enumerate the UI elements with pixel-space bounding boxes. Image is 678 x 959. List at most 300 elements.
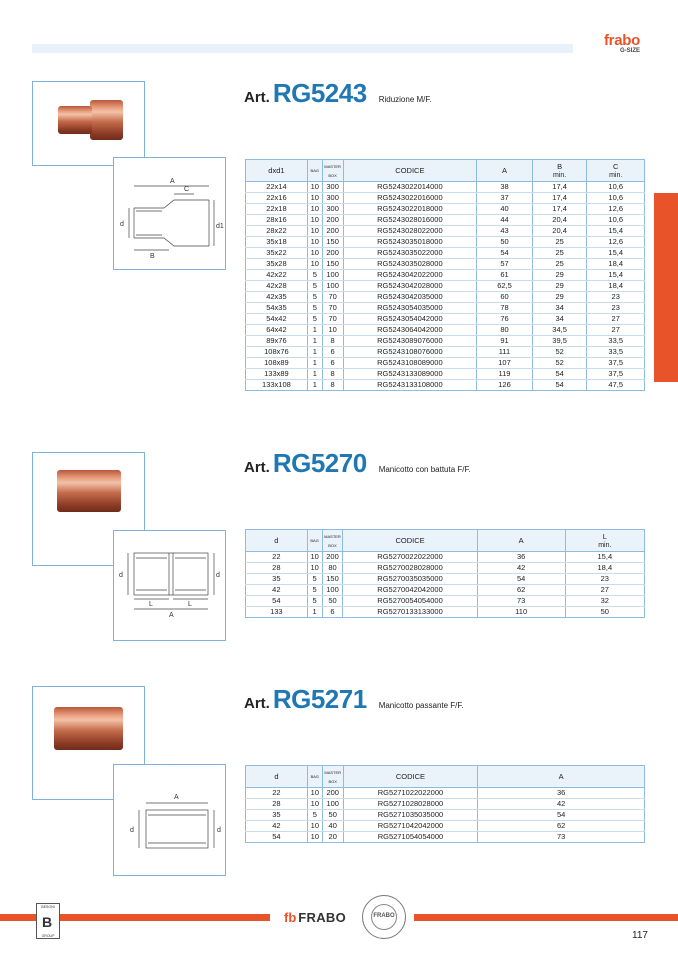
table-cell: 52 — [532, 347, 587, 358]
col-header-c — [587, 160, 645, 182]
table-cell: 54x35 — [246, 303, 308, 314]
reducer-photo-large-end — [90, 100, 123, 140]
table-cell: 12,6 — [587, 204, 645, 215]
coupling-drawing — [114, 531, 225, 640]
col-header-bag: BAG — [307, 530, 322, 552]
table-cell: 5 — [307, 596, 322, 607]
table-cell: 15,4 — [565, 552, 644, 563]
table-cell: 36 — [477, 552, 565, 563]
col-header-a: A — [477, 530, 565, 552]
table-cell: RG5271022022000 — [343, 788, 478, 799]
table-cell: 10 — [307, 226, 322, 237]
table-cell: RG5270042042000 — [343, 585, 477, 596]
table-cell: RG5243022014000 — [343, 182, 477, 193]
table-cell: 5 — [307, 585, 322, 596]
table-cell: 133x108 — [246, 380, 308, 391]
table-cell: 80 — [477, 325, 533, 336]
table-cell: 5 — [307, 270, 322, 281]
group-logo-bottom: GROUP — [41, 934, 55, 938]
reducer-photo-small-end — [58, 106, 92, 134]
table-cell: 200 — [322, 226, 343, 237]
table-cell: 54 — [477, 574, 565, 585]
col-header-a: A — [477, 160, 533, 182]
table-cell: 78 — [477, 303, 533, 314]
technical-drawing-rg5270 — [113, 530, 226, 641]
table-cell: 133x89 — [246, 369, 308, 380]
table-cell: 10 — [307, 552, 322, 563]
col-header-b-min: min. — [552, 171, 567, 179]
table-cell: RG5243054042000 — [343, 314, 477, 325]
table-cell: RG5243133089000 — [343, 369, 477, 380]
table-cell: 35x22 — [246, 248, 308, 259]
table-cell: 1 — [307, 380, 322, 391]
col-header-c-label: C — [613, 161, 619, 171]
table-cell: RG5243035028000 — [343, 259, 477, 270]
table-cell: 89x76 — [246, 336, 308, 347]
table-cell: 70 — [322, 292, 343, 303]
table-cell: RG5270028028000 — [343, 563, 477, 574]
table-cell: RG5271028028000 — [343, 799, 478, 810]
frabo-name: FRABO — [298, 910, 346, 925]
table-cell: 80 — [322, 563, 343, 574]
table-cell: 100 — [322, 270, 343, 281]
product-title-rg5243 — [244, 78, 432, 109]
table-row — [246, 596, 645, 607]
table-cell: 36 — [478, 788, 645, 799]
table-cell: 133 — [246, 607, 308, 618]
frabo-mark: fb — [284, 910, 297, 925]
table-cell: 200 — [322, 248, 343, 259]
product-photo-rg5243 — [32, 81, 145, 166]
dim-label-d-left: d — [130, 827, 134, 834]
table-cell: 27 — [587, 314, 645, 325]
table-cell: 40 — [477, 204, 533, 215]
table-cell: RG5243108076000 — [343, 347, 477, 358]
dim-label-l-left: L — [149, 601, 153, 608]
article-description: Manicotto passante F/F. — [378, 701, 464, 710]
table-cell: 37 — [477, 193, 533, 204]
table-cell: 15,4 — [587, 270, 645, 281]
group-logo-letter: B — [42, 914, 53, 930]
dim-label-d-right: d — [216, 572, 220, 579]
table-cell: 150 — [322, 237, 343, 248]
table-cell: RG5270022022000 — [343, 552, 477, 563]
page-number: 117 — [632, 930, 648, 941]
table-row — [246, 259, 645, 270]
table-cell: 6 — [322, 347, 343, 358]
table-cell: 50 — [477, 237, 533, 248]
table-row — [246, 799, 645, 810]
table-cell: 42x35 — [246, 292, 308, 303]
passthrough-coupling-photo — [54, 707, 123, 750]
table-cell: 42 — [246, 821, 308, 832]
table-row — [246, 585, 645, 596]
table-cell: 10 — [307, 563, 322, 574]
table-cell: 10,6 — [587, 215, 645, 226]
col-header-codice: CODICE — [343, 766, 478, 788]
table-row — [246, 336, 645, 347]
table-cell: 10 — [307, 204, 322, 215]
table-cell: RG5243133108000 — [343, 380, 477, 391]
table-cell: 76 — [477, 314, 533, 325]
footer-band-right — [414, 914, 678, 921]
table-cell: 54 — [532, 369, 587, 380]
table-cell: 35 — [246, 574, 308, 585]
table-cell: RG5243028016000 — [343, 215, 477, 226]
table-cell: 1 — [307, 358, 322, 369]
table-cell: 42x22 — [246, 270, 308, 281]
table-cell: 8 — [322, 369, 343, 380]
table-cell: 54 — [477, 248, 533, 259]
table-row — [246, 281, 645, 292]
col-header-c-min: min. — [609, 171, 623, 179]
table-cell: 23 — [587, 303, 645, 314]
table-cell: 150 — [322, 259, 343, 270]
article-code: RG5270 — [272, 448, 367, 478]
article-code: RG5271 — [272, 684, 367, 714]
table-cell: 43 — [477, 226, 533, 237]
dim-label-a: A — [174, 794, 179, 801]
table-cell: RG5270054054000 — [343, 596, 477, 607]
col-header-size: d — [246, 530, 308, 552]
table-cell: 22 — [246, 788, 308, 799]
table-cell: 37,5 — [587, 369, 645, 380]
table-cell: 27 — [565, 585, 644, 596]
table-cell: 126 — [477, 380, 533, 391]
table-row — [246, 314, 645, 325]
table-cell: RG5270035035000 — [343, 574, 477, 585]
col-header-codice: CODICE — [343, 530, 477, 552]
header-band — [32, 44, 573, 53]
table-row — [246, 215, 645, 226]
table-row — [246, 226, 645, 237]
dim-label-a: A — [169, 612, 174, 619]
table-cell: 27 — [587, 325, 645, 336]
dim-label-d: d — [120, 221, 124, 228]
table-row — [246, 563, 645, 574]
table-cell: 29 — [532, 270, 587, 281]
table-cell: 1 — [307, 607, 322, 618]
table-cell: 22x14 — [246, 182, 308, 193]
table-cell: 1 — [307, 336, 322, 347]
table-cell: RG5243035022000 — [343, 248, 477, 259]
col-header-codice: CODICE — [343, 160, 477, 182]
art-prefix: Art. — [244, 695, 270, 712]
table-cell: 10 — [307, 259, 322, 270]
table-cell: 57 — [477, 259, 533, 270]
dim-label-d-left: d — [119, 572, 123, 579]
table-cell: 119 — [477, 369, 533, 380]
reducer-drawing — [114, 158, 225, 269]
dim-label-c: C — [184, 186, 190, 193]
table-cell: 29 — [532, 292, 587, 303]
table-cell: 61 — [477, 270, 533, 281]
table-cell: 50 — [322, 596, 343, 607]
table-cell: 200 — [322, 215, 343, 226]
table-cell: 35x18 — [246, 237, 308, 248]
table-cell: 10 — [307, 237, 322, 248]
table-row — [246, 292, 645, 303]
col-header-bag: BAG — [307, 160, 322, 182]
col-header-size: dxd1 — [246, 160, 308, 182]
table-cell: 107 — [477, 358, 533, 369]
technical-drawing-rg5243 — [113, 157, 226, 270]
table-cell: RG5243042022000 — [343, 270, 477, 281]
table-cell: 54 — [532, 380, 587, 391]
table-cell: RG5270133133000 — [343, 607, 477, 618]
table-cell: 39,5 — [532, 336, 587, 347]
table-cell: RG5243022018000 — [343, 204, 477, 215]
table-cell: 25 — [532, 248, 587, 259]
table-cell: 100 — [322, 799, 343, 810]
table-cell: 34,5 — [532, 325, 587, 336]
besoni-group-logo — [36, 903, 60, 939]
col-header-a: A — [478, 766, 645, 788]
table-cell: 42 — [246, 585, 308, 596]
table-cell: RG5243028022000 — [343, 226, 477, 237]
table-cell: 100 — [322, 585, 343, 596]
dim-label-l-right: L — [188, 601, 192, 608]
table-cell: 17,4 — [532, 204, 587, 215]
table-row — [246, 552, 645, 563]
table-cell: 22 — [246, 552, 308, 563]
table-row — [246, 193, 645, 204]
table-cell: 28x16 — [246, 215, 308, 226]
frabo-logo — [588, 34, 640, 55]
table-row — [246, 303, 645, 314]
table-cell: RG5271035035000 — [343, 810, 478, 821]
product-title-rg5270 — [244, 448, 471, 479]
table-row — [246, 358, 645, 369]
table-cell: RG5243054035000 — [343, 303, 477, 314]
table-cell: 5 — [307, 810, 322, 821]
dim-label-d1: d1 — [216, 223, 224, 230]
col-header-master-box: MASTER BOX — [322, 530, 343, 552]
table-row — [246, 574, 645, 585]
table-row — [246, 248, 645, 259]
table-cell: 10 — [307, 193, 322, 204]
table-row — [246, 237, 645, 248]
table-cell: 20,4 — [532, 226, 587, 237]
table-cell: 33,5 — [587, 347, 645, 358]
table-cell: 23 — [587, 292, 645, 303]
table-row — [246, 182, 645, 193]
table-cell: 200 — [322, 788, 343, 799]
col-header-l-label: L — [602, 531, 607, 541]
table-cell: 100 — [322, 281, 343, 292]
dim-label-d-right: d — [217, 827, 221, 834]
table-cell: 50 — [322, 810, 343, 821]
table-cell: 18,4 — [565, 563, 644, 574]
brand-name: frabo — [603, 32, 640, 49]
table-cell: 70 — [322, 303, 343, 314]
table-cell: 200 — [322, 552, 343, 563]
art-prefix: Art. — [244, 459, 270, 476]
table-cell: RG5243022016000 — [343, 193, 477, 204]
frabo-footer-logo — [284, 910, 346, 925]
col-header-b-label: B — [557, 161, 563, 171]
spec-table-rg5270 — [245, 529, 645, 618]
certification-seal — [362, 895, 406, 939]
table-cell: RG5243064042000 — [343, 325, 477, 336]
seal-text: FRABO — [373, 913, 395, 919]
table-cell: 8 — [322, 336, 343, 347]
table-row — [246, 788, 645, 799]
table-cell: 54 — [478, 810, 645, 821]
table-cell: 32 — [565, 596, 644, 607]
table-cell: 20,4 — [532, 215, 587, 226]
table-row — [246, 347, 645, 358]
table-cell: 12,6 — [587, 237, 645, 248]
table-cell: 33,5 — [587, 336, 645, 347]
table-cell: 54 — [246, 596, 308, 607]
table-cell: 52 — [532, 358, 587, 369]
table-cell: 54x42 — [246, 314, 308, 325]
table-row — [246, 204, 645, 215]
table-cell: 34 — [532, 314, 587, 325]
table-cell: 5 — [307, 574, 322, 585]
table-cell: 15,4 — [587, 226, 645, 237]
table-cell: 10,6 — [587, 182, 645, 193]
table-cell: 47,5 — [587, 380, 645, 391]
table-cell: 25 — [532, 237, 587, 248]
table-cell: 10 — [307, 248, 322, 259]
table-cell: 28 — [246, 563, 308, 574]
table-cell: 62 — [477, 585, 565, 596]
col-header-bag: BAG — [307, 766, 322, 788]
brand-subtitle: G-SIZE — [619, 48, 640, 54]
table-cell: 5 — [307, 292, 322, 303]
table-cell: RG5243108089000 — [343, 358, 477, 369]
table-row — [246, 810, 645, 821]
table-cell: 108x76 — [246, 347, 308, 358]
table-row — [246, 607, 645, 618]
section-side-tab — [654, 193, 678, 382]
table-cell: 22x16 — [246, 193, 308, 204]
col-header-l-min: min. — [598, 541, 612, 549]
table-cell: 18,4 — [587, 259, 645, 270]
table-cell: 28x22 — [246, 226, 308, 237]
table-cell: 110 — [477, 607, 565, 618]
table-cell: 8 — [322, 380, 343, 391]
group-logo-top: BESONI — [41, 905, 55, 909]
table-cell: 10 — [307, 799, 322, 810]
table-cell: 64x42 — [246, 325, 308, 336]
table-cell: 70 — [322, 314, 343, 325]
table-cell: 10 — [307, 788, 322, 799]
spec-table-rg5271 — [245, 765, 645, 843]
table-cell: RG5243042028000 — [343, 281, 477, 292]
col-header-size: d — [246, 766, 308, 788]
table-row — [246, 380, 645, 391]
table-cell: 29 — [532, 281, 587, 292]
table-cell: 60 — [477, 292, 533, 303]
table-cell: 111 — [477, 347, 533, 358]
table-cell: 91 — [477, 336, 533, 347]
table-cell: 25 — [532, 259, 587, 270]
table-cell: 62 — [478, 821, 645, 832]
table-cell: 73 — [477, 596, 565, 607]
table-cell: 10 — [307, 821, 322, 832]
col-header-master-box: MASTER BOX — [322, 766, 343, 788]
table-cell: 6 — [322, 607, 343, 618]
article-code: RG5243 — [272, 78, 367, 108]
table-cell: 5 — [307, 314, 322, 325]
table-cell: 62,5 — [477, 281, 533, 292]
table-cell: 17,4 — [532, 193, 587, 204]
table-cell: 10 — [307, 215, 322, 226]
table-cell: 50 — [565, 607, 644, 618]
dim-label-a: A — [170, 178, 175, 185]
table-cell: 15,4 — [587, 248, 645, 259]
table-cell: 40 — [322, 821, 343, 832]
table-cell: 108x89 — [246, 358, 308, 369]
passthrough-coupling-drawing — [114, 765, 225, 875]
table-cell: 42 — [477, 563, 565, 574]
table-row — [246, 832, 645, 843]
table-cell: 10 — [307, 182, 322, 193]
art-prefix: Art. — [244, 89, 270, 106]
table-cell: 42 — [478, 799, 645, 810]
table-row — [246, 369, 645, 380]
technical-drawing-rg5271 — [113, 764, 226, 876]
table-cell: 73 — [478, 832, 645, 843]
table-cell: 1 — [307, 369, 322, 380]
table-cell: 6 — [322, 358, 343, 369]
table-row — [246, 325, 645, 336]
article-description: Manicotto con battuta F/F. — [378, 465, 471, 474]
table-cell: 5 — [307, 281, 322, 292]
article-description: Riduzione M/F. — [378, 95, 432, 104]
table-cell: 5 — [307, 303, 322, 314]
table-cell: 28 — [246, 799, 308, 810]
col-header-l — [565, 530, 644, 552]
table-cell: 300 — [322, 193, 343, 204]
table-cell: 20 — [322, 832, 343, 843]
table-cell: 23 — [565, 574, 644, 585]
table-cell: 1 — [307, 325, 322, 336]
coupling-photo — [57, 470, 121, 512]
col-header-master-box: MASTER BOX — [322, 160, 343, 182]
table-cell: 18,4 — [587, 281, 645, 292]
spec-table-rg5243 — [245, 159, 645, 391]
dim-label-b: B — [150, 253, 155, 260]
table-cell: 54 — [246, 832, 308, 843]
table-cell: 22x18 — [246, 204, 308, 215]
table-cell: 38 — [477, 182, 533, 193]
col-header-b — [532, 160, 587, 182]
table-row — [246, 821, 645, 832]
table-cell: 1 — [307, 347, 322, 358]
table-cell: 300 — [322, 182, 343, 193]
table-cell: 34 — [532, 303, 587, 314]
table-cell: RG5243035018000 — [343, 237, 477, 248]
table-cell: 300 — [322, 204, 343, 215]
table-cell: 44 — [477, 215, 533, 226]
table-cell: 37,5 — [587, 358, 645, 369]
table-cell: RG5271054054000 — [343, 832, 478, 843]
table-cell: 42x28 — [246, 281, 308, 292]
table-cell: RG5271042042000 — [343, 821, 478, 832]
table-cell: 150 — [322, 574, 343, 585]
table-cell: RG5243042035000 — [343, 292, 477, 303]
table-cell: 10 — [322, 325, 343, 336]
table-cell: 10 — [307, 832, 322, 843]
table-cell: 35x28 — [246, 259, 308, 270]
table-cell: 10,6 — [587, 193, 645, 204]
table-cell: 35 — [246, 810, 308, 821]
table-cell: RG5243089076000 — [343, 336, 477, 347]
